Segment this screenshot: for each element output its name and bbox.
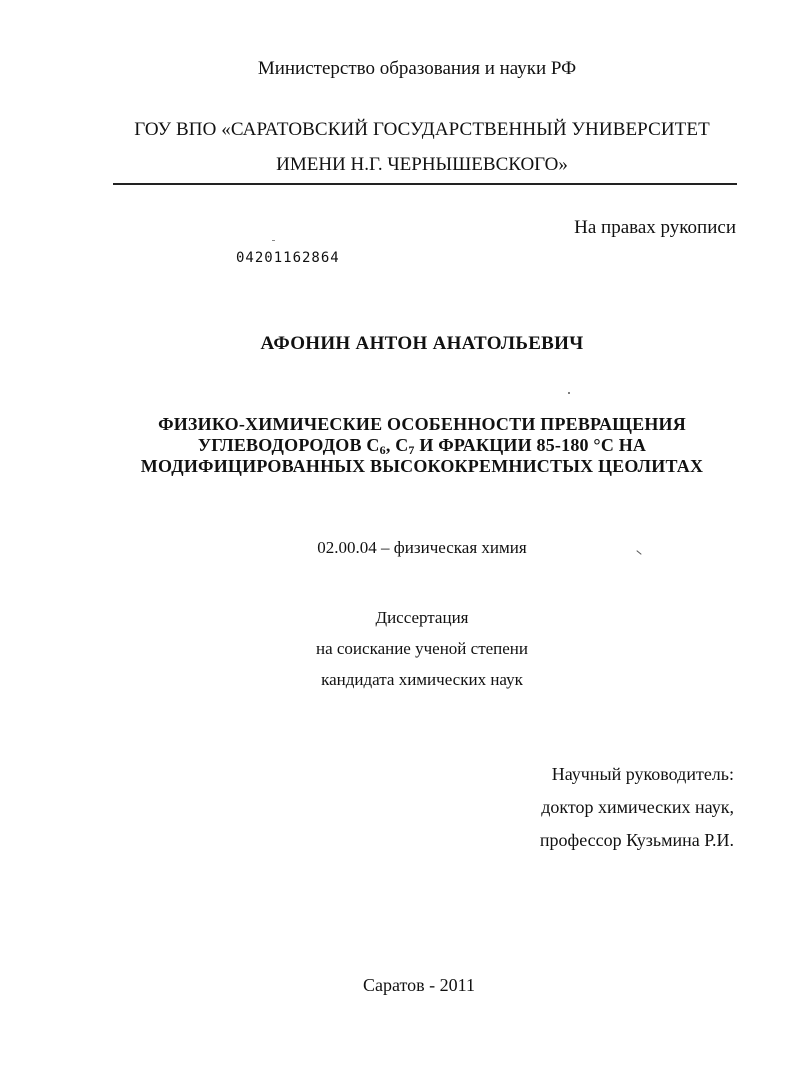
author-name: АФОНИН АНТОН АНАТОЛЬЕВИЧ — [260, 333, 584, 354]
dissertation-degree: кандидата химических наук — [321, 670, 523, 689]
title-line-1: ФИЗИКО-ХИМИЧЕСКИЕ ОСОБЕННОСТИ ПРЕВРАЩЕНИЯ — [158, 414, 686, 434]
city-year: Саратов - 2011 — [363, 975, 475, 995]
ministry-name: Министерство образования и науки РФ — [257, 58, 577, 79]
supervisor-name: профессор Кузьмина Р.И. — [539, 830, 734, 850]
dissertation-title — [0, 414, 794, 477]
supervisor-block — [540, 758, 734, 857]
title-line-3: МОДИФИЦИРОВАННЫХ ВЫСОКОКРЕМНИСТЫХ ЦЕОЛИТАХ — [140, 456, 704, 476]
scan-speck — [568, 392, 570, 394]
university-name-line1: ГОУ ВПО «САРАТОВСКИЙ ГОСУДАРСТВЕННЫЙ УНИВЕРСИТЕТ — [134, 119, 710, 140]
scan-speck — [272, 240, 275, 241]
dissertation-type: Диссертация — [375, 608, 469, 627]
specialty-code: 02.00.04 – физическая химия — [317, 538, 527, 557]
dissertation-degree-line: на соискание ученой степени — [315, 639, 529, 658]
supervisor-degree: доктор химических наук, — [541, 797, 734, 817]
registration-number: 04201162864 — [236, 250, 340, 266]
header-divider — [113, 183, 737, 185]
university-name-line2: ИМЕНИ Н.Г. ЧЕРНЫШЕВСКОГО» — [276, 154, 568, 175]
manuscript-rights: На правах рукописи — [574, 217, 736, 238]
supervisor-label: Научный руководитель: — [551, 764, 734, 784]
title-line-2: УГЛЕВОДОРОДОВ $С_6$, $С_7$ И ФРАКЦИИ 85-180 °С НА — [197, 435, 647, 457]
dissertation-info — [0, 602, 794, 695]
